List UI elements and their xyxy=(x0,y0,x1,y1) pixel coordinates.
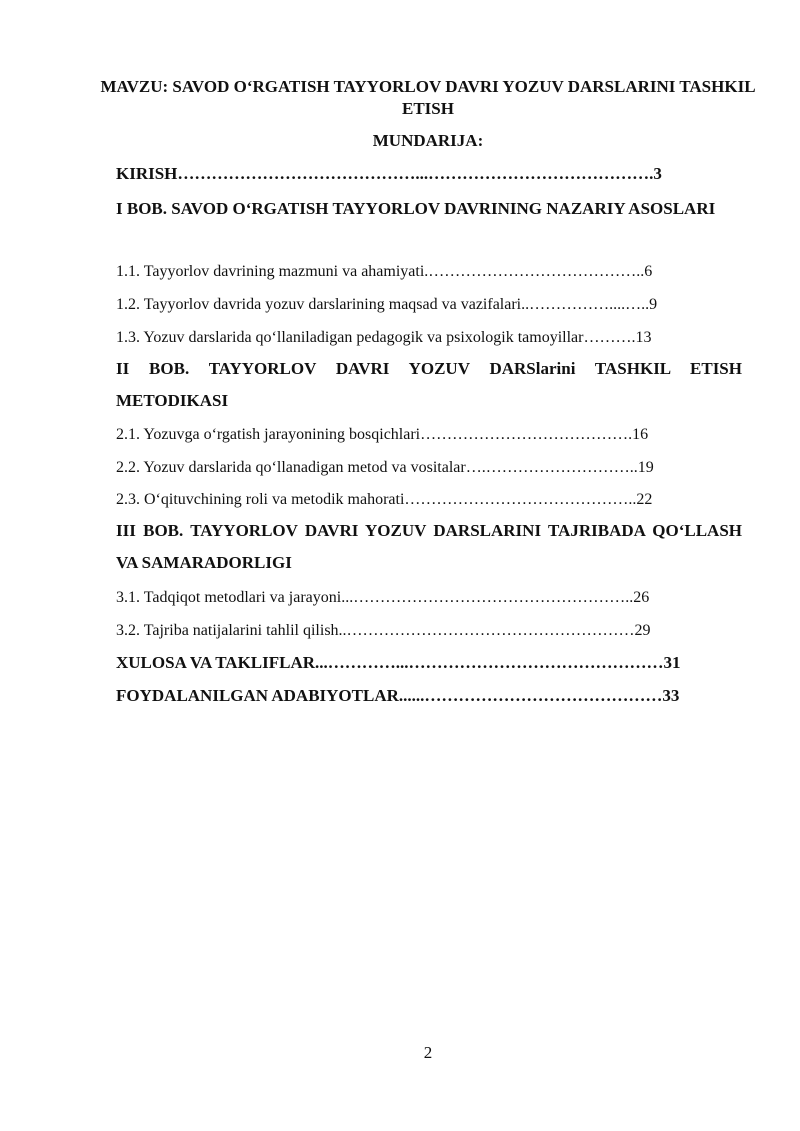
page-number: 2 xyxy=(423,1043,433,1062)
toc-entry-references: FOYDALANILGAN ADABIYOTLAR......……………………………………33 xyxy=(116,686,680,705)
toc-entry-1-3: 1.3. Yozuv darslarida qo‘llaniladigan pedagogik va psixologik tamoyillar……….13 xyxy=(116,329,652,346)
toc-chapter-2: II BOB. TAYYORLOV DAVRI YOZUV DARSlarini TASHKIL ETISH METODIKASI xyxy=(116,359,742,410)
toc-chapter-3: III BOB. TAYYORLOV DAVRI YOZUV DARSLARINI TAJRIBADA QO‘LLASH VA SAMARADORLIGI xyxy=(116,521,742,572)
toc-entry-2-3: 2.3. O‘qituvchining roli va metodik mahorati……………………………………..22 xyxy=(116,491,653,508)
toc-entry-2-1: 2.1. Yozuvga o‘rgatish jarayonining bosqichlari………………………………….16 xyxy=(116,426,649,443)
toc-entry-2-2: 2.2. Yozuv darslarida qo‘llanadigan metod va vositalar….………………………..19 xyxy=(116,459,654,476)
toc-entry-3-1: 3.1. Tadqiqot metodlari va jarayoni...……………………………………………..26 xyxy=(116,589,650,606)
toc-heading: MUNDARIJA: xyxy=(372,131,484,150)
toc-entry-1-1: 1.1. Tayyorlov davrining mazmuni va ahamiyati.…………………………………..6 xyxy=(116,263,653,280)
toc-entry-conclusion: XULOSA VA TAKLIFLAR...…………...………………………………………31 xyxy=(116,653,681,672)
page-title: MAVZU: SAVOD O‘RGATISH TAYYORLOV DAVRI YOZUV DARSLARINI TASHKIL ETISH xyxy=(100,77,756,118)
toc-entry-3-2: 3.2. Tajriba natijalarini tahlil qilish..………………………………………………29 xyxy=(116,622,651,639)
toc-chapter-1: I BOB. SAVOD O‘RGATISH TAYYORLOV DAVRINING NAZARIY ASOSLARI xyxy=(116,199,716,218)
toc-entry-1-2: 1.2. Tayyorlov davrida yozuv darslarining maqsad va vazifalari..……………....…..9 xyxy=(116,296,658,313)
toc-entry-intro: KIRISH……………………………………...………………………………….3 xyxy=(116,164,662,183)
